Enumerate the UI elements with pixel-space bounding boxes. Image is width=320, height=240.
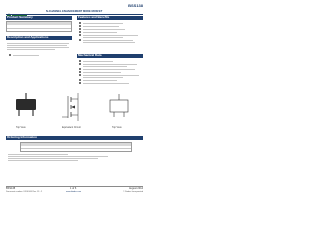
pinout-label: Top View [112, 126, 122, 129]
footer-page: 1 of 6 [70, 187, 77, 190]
top-view-label: Top View [16, 126, 26, 129]
mechanical-title: Mechanical Data [78, 53, 102, 58]
description-title: Description and Applications [7, 35, 49, 40]
ordering-table [20, 142, 132, 152]
part-subtitle: N-CHANNEL ENHANCEMENT MODE MOSFET [46, 9, 103, 13]
equivalent-circuit-label: Equivalent Circuit [62, 126, 81, 129]
footer-copyright: © Diodes Incorporated [122, 191, 143, 193]
package-diagram [8, 90, 143, 126]
company-logo [6, 6, 28, 12]
footer-docnumber: Document number: DS30144 Rev. 13 - 2 [6, 191, 43, 193]
part-number: BSS138 [128, 3, 143, 8]
product-summary-table [6, 21, 72, 32]
product-summary-title: Product Summary [7, 15, 33, 20]
features-title: Features and Benefits [78, 15, 110, 20]
datasheet-page [0, 0, 149, 198]
footer-date: August 2014 [128, 187, 143, 190]
ordering-title: Ordering Information [7, 135, 37, 140]
footer-website[interactable]: www.diodes.com [66, 191, 82, 193]
footer-part: BSS138 [6, 187, 16, 190]
